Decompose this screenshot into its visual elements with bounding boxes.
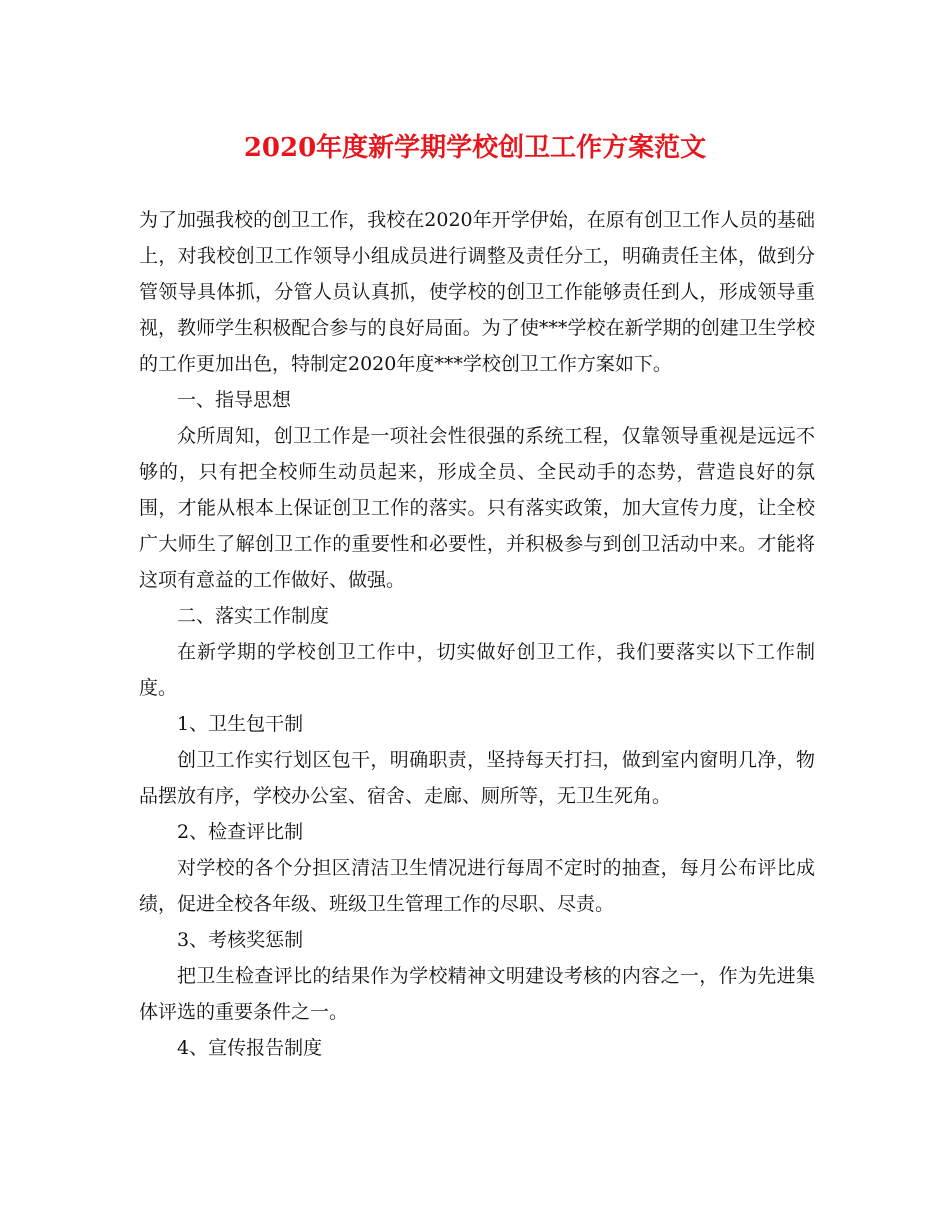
section-heading-work-system: 二、落实工作制度 bbox=[177, 605, 330, 627]
subheading-inspection: 2、检查评比制 bbox=[177, 821, 304, 843]
paragraph-assessment: 把卫生检查评比的结果作为学校精神文明建设考核的内容之一，作为先进集体评选的重要条件之一。 bbox=[139, 965, 815, 1023]
paragraph-inspection: 对学校的各个分担区清洁卫生情况进行每周不定时的抽查，每月公布评比成绩，促进全校各年级、班级卫生管理工作的尽职、尽责。 bbox=[139, 857, 815, 915]
subheading-assessment: 3、考核奖惩制 bbox=[177, 929, 304, 951]
paragraph-hygiene-responsibility: 创卫工作实行划区包干，明确职责，坚持每天打扫，做到室内窗明几净，物品摆放有序，学校办公室、宿舍、走廊、厕所等，无卫生死角。 bbox=[139, 749, 815, 807]
document-title: 2020年度新学期学校创卫工作方案范文 bbox=[243, 133, 707, 163]
paragraph-work-system: 在新学期的学校创卫工作中，切实做好创卫工作，我们要落实以下工作制度。 bbox=[139, 641, 815, 699]
document-body bbox=[139, 202, 815, 1066]
paragraph-guiding-thought: 众所周知，创卫工作是一项社会性很强的系统工程，仅靠领导重视是远远不够的，只有把全校师生动员起来，形成全员、全民动手的态势，营造良好的氛围，才能从根本上保证创卫工作的落实。只有落实政策，加大宣传力度，让全校广大师生了解创卫工作的重要性和必要性，并积极参与到创卫活动中来。才能将这项有意益的工作做好、做强。 bbox=[139, 425, 815, 591]
subheading-hygiene-responsibility: 1、卫生包干制 bbox=[177, 713, 304, 735]
section-heading-guiding-thought: 一、指导思想 bbox=[177, 389, 292, 411]
paragraph-intro: 为了加强我校的创卫工作，我校在2020年开学伊始，在原有创卫工作人员的基础上，对我校创卫工作领导小组成员进行调整及责任分工，明确责任主体，做到分管领导具体抓，分管人员认真抓，使学校的创卫工作能够责任到人，形成领导重视，教师学生积极配合参与的良好局面。为了使***学校在新学期的创建卫生学校的工作更加出色，特制定2020年度***学校创卫工作方案如下。 bbox=[139, 209, 815, 375]
subheading-publicity: 4、宣传报告制度 bbox=[177, 1037, 323, 1059]
